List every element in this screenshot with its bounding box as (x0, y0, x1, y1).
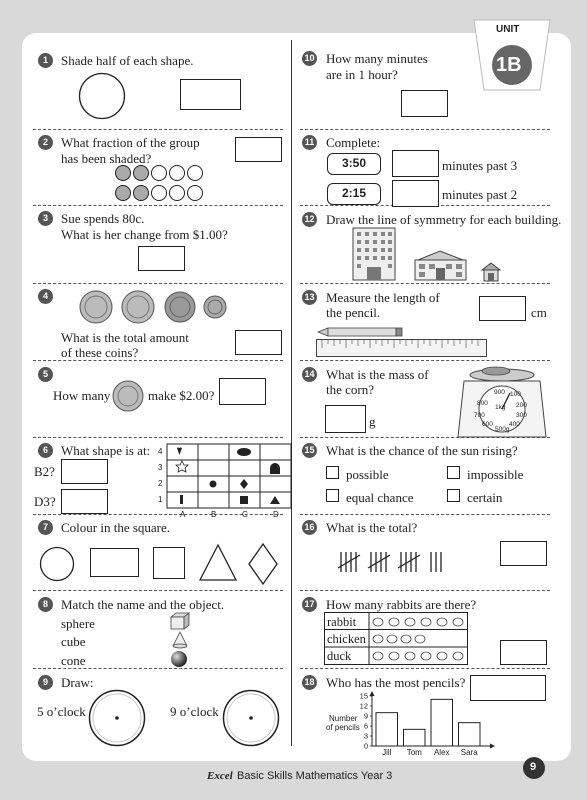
x-axis-arrow (490, 744, 495, 749)
coin-icon (112, 380, 144, 412)
y-axis-label: Number (329, 714, 358, 723)
scale-mark: 200 (516, 402, 527, 409)
question-number: 2 (38, 135, 53, 150)
cone-object[interactable] (171, 631, 189, 649)
question-number: 4 (38, 289, 53, 304)
y-axis-label: of pencils (326, 723, 360, 732)
answer-box[interactable] (61, 489, 108, 514)
question-text: What shape is at: (61, 443, 151, 458)
bar (404, 729, 426, 746)
option-label: possible (346, 467, 389, 482)
row-label: 1 (158, 495, 163, 504)
row-separator (33, 205, 283, 206)
unit-label: cm (531, 305, 547, 320)
bar (376, 713, 398, 746)
circle-group (114, 164, 204, 204)
x-tick-label: Tom (406, 748, 422, 757)
bar-chart (360, 692, 500, 760)
unit-label: g (369, 414, 376, 429)
shape-name[interactable]: cone (61, 653, 86, 668)
question-text: are in 1 hour? (326, 67, 398, 82)
answer-box[interactable] (401, 90, 448, 117)
coordinate-label: D3? (34, 494, 56, 509)
shape-grid (157, 443, 291, 521)
bar (459, 723, 481, 746)
sphere-object[interactable] (170, 650, 188, 668)
clock-label: 5 o’clock (37, 704, 86, 719)
question-number: 13 (302, 290, 317, 305)
row-separator (33, 437, 283, 438)
answer-label: minutes past 3 (442, 158, 518, 173)
y-tick-label: 12 (359, 701, 368, 711)
question-number: 12 (302, 212, 317, 227)
question-number: 3 (38, 211, 53, 226)
scale-mark: 900 (494, 389, 505, 396)
tally-marks (338, 550, 448, 574)
row-label: 4 (158, 447, 163, 456)
option-label: impossible (467, 467, 524, 482)
option-checkbox[interactable] (326, 466, 339, 479)
row-separator (33, 283, 283, 284)
question-text: Colour in the square. (61, 520, 171, 535)
answer-box[interactable] (500, 541, 547, 566)
answer-box[interactable] (325, 405, 366, 433)
question-number: 5 (38, 367, 53, 382)
column-divider (291, 40, 292, 746)
question-text: What is the total? (326, 520, 418, 535)
answer-label: minutes past 2 (442, 187, 518, 202)
y-axis-arrow (370, 691, 375, 696)
row-separator (300, 514, 550, 515)
answer-box[interactable] (235, 137, 282, 162)
question-text: Measure the length of (326, 290, 440, 305)
cube-object[interactable] (170, 612, 190, 630)
y-tick-label: 15 (359, 691, 368, 701)
question-text: What fraction of the group (61, 135, 200, 150)
option-checkbox[interactable] (447, 489, 460, 502)
x-tick-label: Jill (382, 748, 392, 757)
question-text: How many rabbits are there? (326, 597, 477, 612)
question-number: 8 (38, 597, 53, 612)
question-number: 11 (302, 135, 317, 150)
scale-mark: 1kg (495, 404, 506, 411)
question-number: 16 (302, 520, 317, 535)
digital-time: 3:50 (327, 153, 381, 175)
question-number: 17 (302, 597, 317, 612)
answer-box[interactable] (479, 296, 526, 321)
option-label: certain (467, 490, 503, 505)
column-label: B (211, 510, 217, 519)
y-tick-label: 9 (363, 711, 368, 721)
question-text: Match the name and the object. (61, 597, 225, 612)
row-label: 2 (158, 479, 163, 488)
coordinate-label: B2? (34, 464, 55, 479)
digital-time: 2:15 (327, 183, 381, 205)
y-tick-label: 6 (363, 721, 368, 731)
question-text: Who has the most pencils? (326, 675, 466, 690)
answer-box[interactable] (392, 150, 439, 177)
answer-box[interactable] (219, 378, 266, 405)
question-text: How many (53, 388, 111, 403)
row-separator (300, 668, 550, 669)
column-label: D (273, 510, 279, 519)
y-tick-label: 3 (363, 731, 368, 741)
question-text: Shade half of each shape. (61, 53, 194, 68)
answer-box[interactable] (392, 180, 439, 207)
question-text: Complete: (326, 135, 381, 150)
question-number: 1 (38, 53, 53, 68)
y-tick-label: 0 (363, 741, 368, 751)
unit-code: 1B (496, 54, 522, 76)
footer-brand: Excel (207, 770, 233, 782)
animal-label: rabbit (327, 615, 357, 629)
question-number: 14 (302, 367, 317, 382)
animal-label: chicken (327, 632, 366, 646)
shape-name[interactable]: sphere (61, 616, 95, 631)
question-text: Draw: (61, 675, 94, 690)
answer-box[interactable] (500, 640, 547, 665)
answer-box[interactable] (138, 246, 185, 271)
small-house-building[interactable] (481, 262, 501, 282)
rectangle-shape[interactable] (180, 79, 241, 110)
question-text: How many minutes (326, 51, 428, 66)
row-label: 3 (158, 463, 163, 472)
scale-mark: 300 (516, 412, 527, 419)
question-text: Draw the line of symmetry for each building. (326, 212, 562, 227)
x-tick-label: Alex (433, 748, 450, 757)
scale-mark: 700 (474, 412, 485, 419)
question-text: Sue spends 80c. (61, 211, 145, 226)
row-separator (300, 590, 550, 591)
pencil-icon (318, 327, 403, 337)
clock-label: 9 o’clock (170, 704, 219, 719)
scale-mark: 400 (509, 421, 520, 428)
row-separator (33, 129, 283, 130)
question-text: the pencil. (326, 305, 381, 320)
coins-group (80, 290, 230, 324)
skyscraper-building[interactable] (352, 227, 396, 281)
x-tick-label: Sara (460, 748, 478, 757)
option-label: equal chance (346, 490, 414, 505)
row-separator (33, 590, 283, 591)
analog-clock[interactable] (222, 689, 280, 747)
answer-box[interactable] (61, 459, 108, 484)
unit-label: UNIT (496, 24, 520, 35)
footer-title: Basic Skills Mathematics Year 3 (237, 770, 393, 782)
option-checkbox[interactable] (447, 466, 460, 479)
question-text: What is the mass of (326, 367, 429, 382)
question-text: What is the chance of the sun rising? (326, 443, 518, 458)
scale-mark: 800 (477, 400, 488, 407)
animal-label: duck (327, 649, 352, 663)
shape-name[interactable]: cube (61, 634, 86, 649)
scale-mark: 500g (495, 426, 510, 433)
bar (431, 699, 453, 746)
question-number: 10 (302, 51, 317, 66)
square-shape[interactable] (153, 547, 185, 579)
question-number: 18 (302, 675, 317, 690)
circle-shape[interactable] (78, 72, 126, 120)
diamond-shape[interactable] (248, 543, 278, 585)
rectangle-shape[interactable] (90, 548, 139, 577)
answer-box[interactable] (235, 330, 282, 355)
question-number: 9 (38, 675, 53, 690)
column-label: A (180, 510, 186, 519)
question-text: has been shaded? (61, 151, 152, 166)
question-text: of these coins? (61, 345, 139, 360)
column-label: C (242, 510, 248, 519)
question-text: make $2.00? (148, 388, 215, 403)
question-text: What is the total amount (61, 330, 189, 345)
question-number: 6 (38, 443, 53, 458)
question-text: What is her change from $1.00? (61, 227, 228, 242)
row-separator (300, 129, 550, 130)
ruler (316, 339, 487, 357)
triangle-shape[interactable] (199, 544, 237, 582)
page-number: 9 (530, 761, 537, 773)
house-building[interactable] (412, 250, 469, 282)
question-number: 15 (302, 443, 317, 458)
scale-mark: 100 (510, 391, 521, 398)
analog-clock[interactable] (88, 689, 146, 747)
row-separator (300, 360, 550, 361)
scale-mark: 600 (482, 421, 493, 428)
question-number: 7 (38, 520, 53, 535)
circle-shape[interactable] (38, 546, 76, 582)
question-text: the corn? (326, 382, 375, 397)
row-separator (300, 283, 550, 284)
option-checkbox[interactable] (326, 489, 339, 502)
